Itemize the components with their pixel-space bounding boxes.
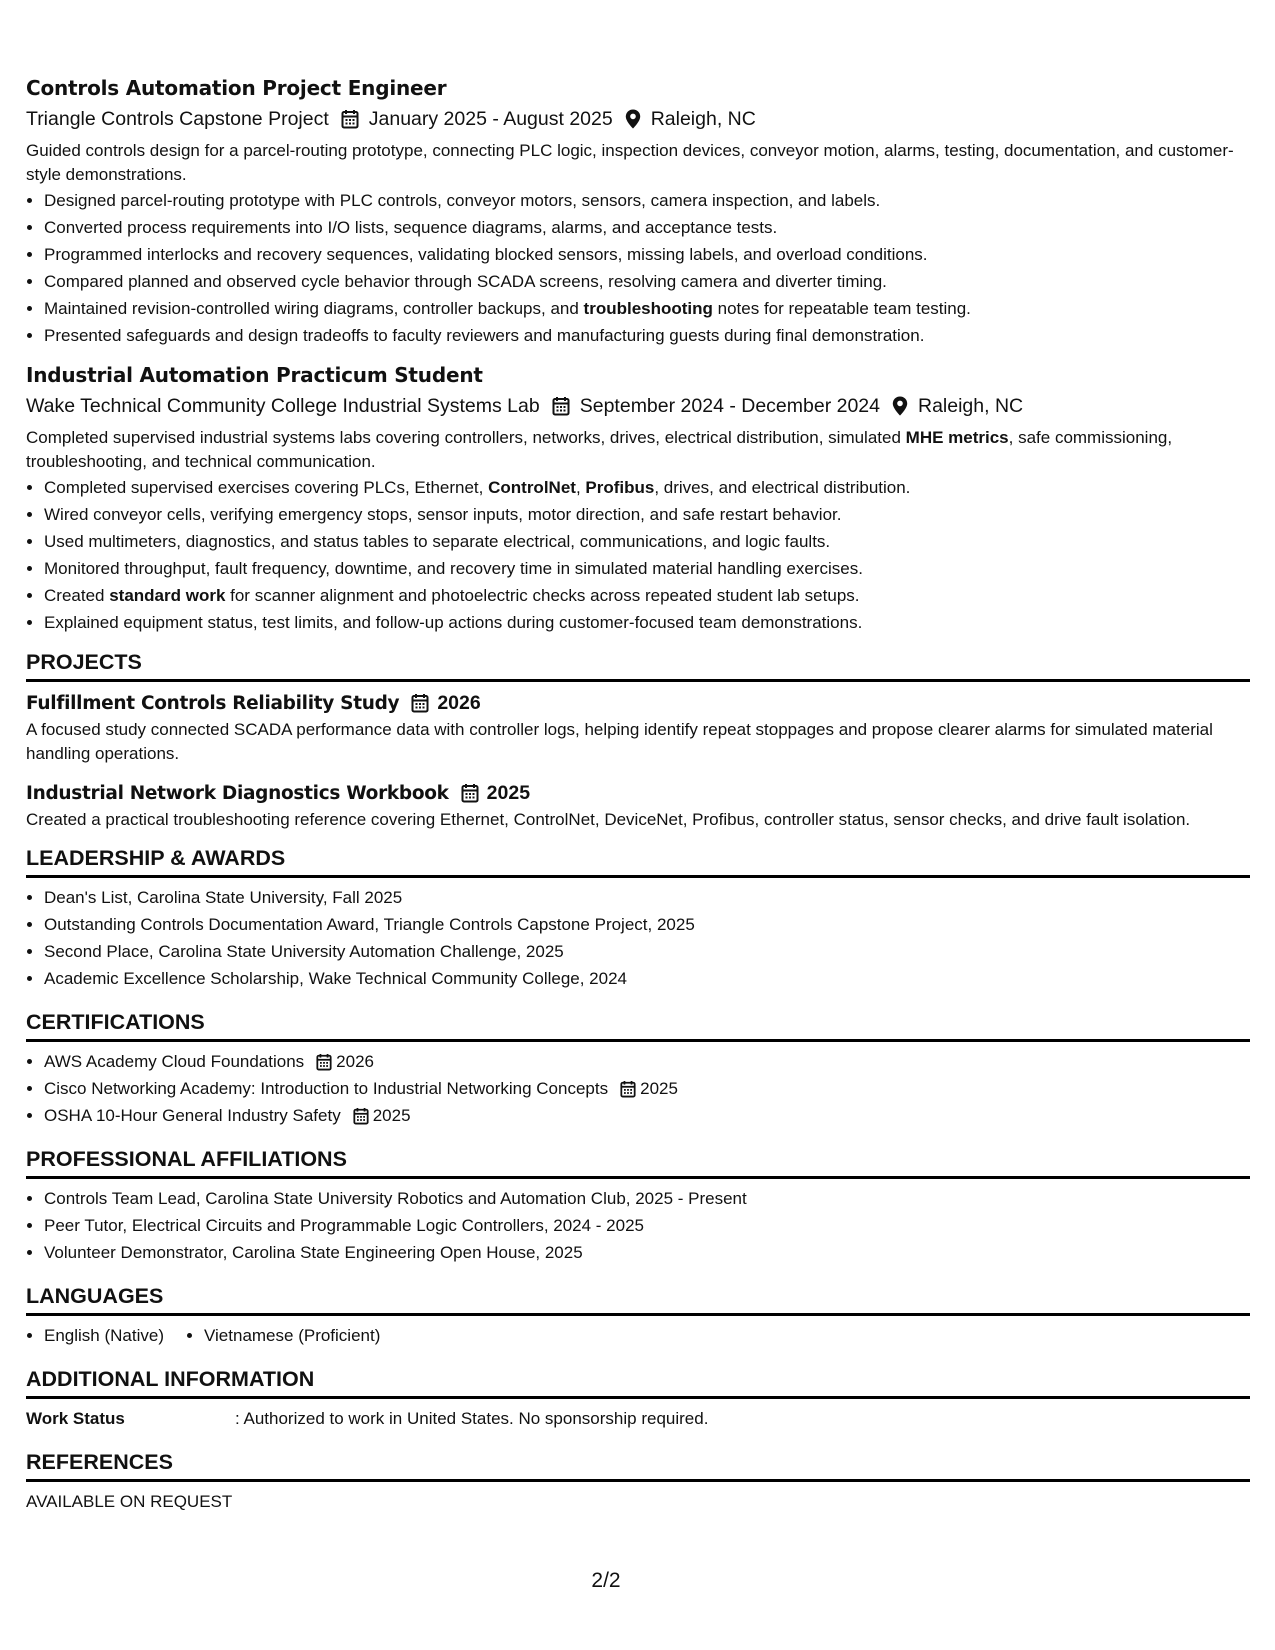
- affiliations-section: [26, 1185, 1250, 1266]
- certification-year: 2026: [336, 1052, 374, 1071]
- job-bullet: • Converted process requirements into I/O lists, sequence diagrams, alarms, and acceptance tests.: [44, 214, 1250, 241]
- job-dates: September 2024 - December 2024: [579, 395, 880, 417]
- job-summary: Guided controls design for a parcel-routing prototype, connecting PLC logic, inspection devices, conveyor motion, alarms, testing, documentation, and customer-style demonstrations.: [26, 141, 1234, 184]
- section-heading-languages: LANGUAGES: [26, 1282, 1250, 1316]
- project-entry: [26, 688, 1250, 766]
- bullet-keyword: standard work: [109, 586, 226, 605]
- bullet-keyword: troubleshooting: [583, 299, 713, 318]
- job-bullets: [26, 187, 1250, 349]
- project-year: 2025: [486, 781, 531, 804]
- job-title: Industrial Automation Practicum Student: [26, 363, 483, 387]
- certification-item: [44, 1102, 1250, 1129]
- certification-item: [44, 1048, 1250, 1075]
- section-heading-affiliations: PROFESSIONAL AFFILIATIONS: [26, 1145, 1250, 1179]
- section-heading-additional: ADDITIONAL INFORMATION: [26, 1365, 1250, 1399]
- map-pin-icon: [892, 396, 908, 416]
- resume-page: [26, 74, 1250, 1515]
- additional-section: [26, 1405, 1250, 1432]
- job-location: Raleigh, NC: [650, 108, 756, 130]
- calendar-icon: [353, 1107, 369, 1125]
- job-bullet: • Presented safeguards and design tradeoffs to faculty reviewers and manufacturing guests during final demonstration.: [44, 322, 1250, 349]
- experience-entry: [26, 361, 1250, 636]
- job-bullet: • Designed parcel-routing prototype with PLC controls, conveyor motors, sensors, camera inspection, and labels.: [44, 187, 1250, 214]
- project-header: [26, 778, 1250, 808]
- job-bullet: • Wired conveyor cells, verifying emergency stops, sensor inputs, motor direction, and safe restart behavior.: [44, 501, 1250, 528]
- references-text: AVAILABLE ON REQUEST: [26, 1492, 233, 1511]
- language-list: [26, 1322, 1250, 1349]
- bullet-keyword: Profibus: [585, 478, 655, 497]
- job-meta: [26, 392, 1250, 420]
- certifications-section: [26, 1048, 1250, 1129]
- award-item: • Outstanding Controls Documentation Award, Triangle Controls Capstone Project, 2025: [44, 911, 1250, 938]
- project-header: [26, 688, 1250, 718]
- calendar-icon: [620, 1080, 636, 1098]
- certification-name: • Cisco Networking Academy: Introduction to Industrial Networking Concepts: [44, 1079, 609, 1098]
- project-title: Fulfillment Controls Reliability Study: [26, 692, 400, 714]
- experience-entry: [26, 74, 1250, 349]
- job-dates: January 2025 - August 2025: [368, 108, 613, 130]
- job-summary: [26, 426, 1250, 474]
- certification-name: • AWS Academy Cloud Foundations: [44, 1052, 305, 1071]
- job-bullet: • Monitored throughput, fault frequency, downtime, and recovery time in simulated material handling exercises.: [44, 555, 1250, 582]
- award-item: • Dean's List, Carolina State University, Fall 2025: [44, 884, 1250, 911]
- certification-year: 2025: [640, 1079, 678, 1098]
- job-bullet: [44, 474, 1250, 501]
- work-status-row: [26, 1405, 1250, 1432]
- calendar-icon: [411, 693, 429, 713]
- job-bullets: [26, 474, 1250, 636]
- certification-list: [26, 1048, 1250, 1129]
- language-item: • English (Native): [44, 1322, 164, 1349]
- certification-year: 2025: [372, 1106, 411, 1125]
- project-title: Industrial Network Diagnostics Workbook: [26, 782, 449, 804]
- job-bullet: • Compared planned and observed cycle behavior through SCADA screens, resolving camera and diverter timing.: [44, 268, 1250, 295]
- work-status-value: : Authorized to work in United States. No sponsorship required.: [235, 1409, 709, 1428]
- bullet-text: , drives, and electrical distribution.: [654, 478, 911, 497]
- certification-name: • OSHA 10-Hour General Industry Safety: [44, 1106, 341, 1125]
- job-bullet: [44, 295, 1250, 322]
- job-organization: Triangle Controls Capstone Project: [26, 108, 329, 130]
- map-pin-icon: [625, 109, 641, 129]
- language-item: • Vietnamese (Proficient): [204, 1322, 380, 1349]
- calendar-icon: [552, 396, 570, 416]
- job-bullet: • Programmed interlocks and recovery sequences, validating blocked sensors, missing labels, and overload conditions.: [44, 241, 1250, 268]
- affiliation-item: • Peer Tutor, Electrical Circuits and Programmable Logic Controllers, 2024 - 2025: [44, 1212, 1250, 1239]
- work-status-label: Work Status: [26, 1409, 125, 1428]
- affiliation-item: • Controls Team Lead, Carolina State University Robotics and Automation Club, 2025 - Present: [44, 1185, 1250, 1212]
- certification-item: [44, 1075, 1250, 1102]
- section-heading-certifications: CERTIFICATIONS: [26, 1008, 1250, 1042]
- bullet-keyword: ControlNet: [488, 478, 576, 497]
- languages-section: [26, 1322, 1250, 1349]
- page-number: 2/2: [591, 1569, 621, 1592]
- summary-keyword: MHE metrics: [905, 428, 1009, 447]
- bullet-text: Maintained revision-controlled wiring diagrams, controller backups, and: [44, 299, 584, 318]
- calendar-icon: [341, 109, 359, 129]
- job-organization: Wake Technical Community College Industrial Systems Lab: [26, 395, 540, 417]
- bullet-text: ,: [575, 478, 586, 497]
- references-section: [26, 1488, 1250, 1515]
- award-item: • Second Place, Carolina State University Automation Challenge, 2025: [44, 938, 1250, 965]
- bullet-text: Completed supervised exercises covering PLCs, Ethernet,: [44, 478, 489, 497]
- job-bullet: • Used multimeters, diagnostics, and status tables to separate electrical, communications, and logic faults.: [44, 528, 1250, 555]
- bullet-text: notes for repeatable team testing.: [712, 299, 971, 318]
- summary-text: , safe commissioning, troubleshooting, and technical communication.: [26, 428, 1173, 471]
- job-location: Raleigh, NC: [918, 395, 1024, 417]
- project-description: A focused study connected SCADA performance data with controller logs, helping identify repeat stoppages and propose clearer alarms for simulated material handling operations.: [26, 720, 1213, 763]
- section-heading-references: REFERENCES: [26, 1448, 1250, 1482]
- bullet-text: Created: [44, 586, 110, 605]
- calendar-icon: [461, 783, 479, 803]
- project-year: 2026: [437, 691, 481, 714]
- calendar-icon: [316, 1053, 332, 1071]
- job-bullet: • Explained equipment status, test limits, and follow-up actions during customer-focused team demonstrations.: [44, 609, 1250, 636]
- award-item: • Academic Excellence Scholarship, Wake Technical Community College, 2024: [44, 965, 1250, 992]
- affiliation-item: • Volunteer Demonstrator, Carolina State Engineering Open House, 2025: [44, 1239, 1250, 1266]
- section-heading-leadership: LEADERSHIP & AWARDS: [26, 844, 1250, 878]
- projects-section: [26, 688, 1250, 832]
- job-title: Controls Automation Project Engineer: [26, 76, 447, 100]
- project-description: Created a practical troubleshooting reference covering Ethernet, ControlNet, DeviceNet, Profibus, controller status, sensor checks, and drive fault isolation.: [26, 810, 1191, 829]
- leadership-section: [26, 884, 1250, 992]
- summary-text: Completed supervised industrial systems labs covering controllers, networks, drives, electrical distribution, simulated: [26, 428, 906, 447]
- bullet-text: for scanner alignment and photoelectric checks across repeated student lab setups.: [225, 586, 860, 605]
- project-entry: [26, 778, 1250, 832]
- award-list: [26, 884, 1250, 992]
- job-bullet: [44, 582, 1250, 609]
- section-heading-projects: PROJECTS: [26, 648, 1250, 682]
- affiliation-list: [26, 1185, 1250, 1266]
- job-meta: [26, 105, 1250, 133]
